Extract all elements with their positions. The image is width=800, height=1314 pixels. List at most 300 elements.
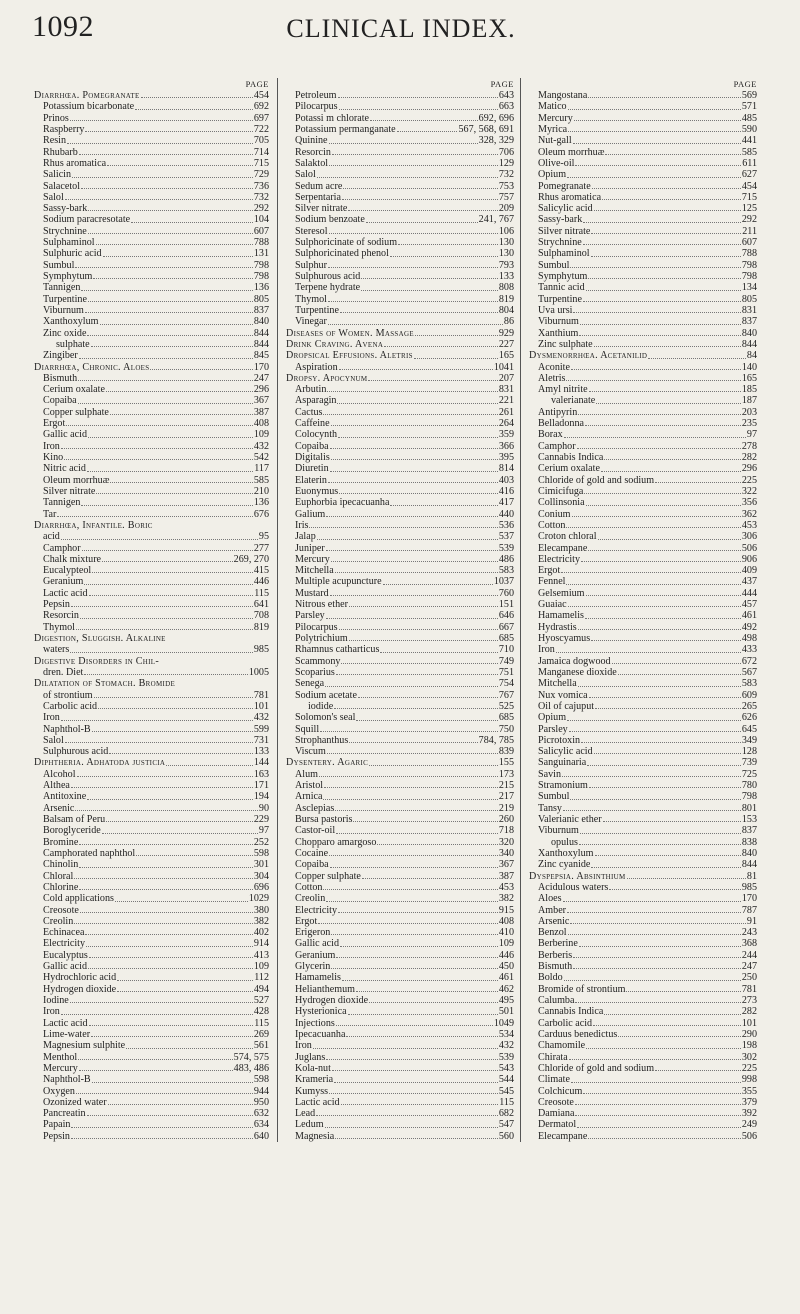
index-entry — [286, 90, 514, 101]
index-entry — [34, 113, 269, 124]
index-entry — [34, 905, 269, 916]
index-entry — [529, 656, 757, 667]
dot-leader — [316, 1115, 498, 1116]
index-term: Iron — [43, 1006, 60, 1018]
index-entry — [529, 463, 757, 474]
index-entry — [34, 1097, 269, 1108]
page-reference: 247 — [741, 961, 757, 973]
page-reference: 91 — [746, 915, 757, 927]
index-term: Arsenic — [538, 915, 570, 927]
page-reference: 685 — [498, 633, 514, 644]
index-entry — [34, 916, 269, 927]
page-reference: 366 — [498, 440, 514, 452]
index-term: Copaiba — [295, 859, 329, 871]
index-entry — [34, 961, 269, 972]
page-reference: 433 — [741, 644, 757, 656]
page-reference: 798 — [253, 271, 269, 282]
dot-leader — [340, 946, 498, 947]
page-reference: 136 — [253, 282, 269, 294]
index-entry — [529, 633, 757, 644]
dot-leader — [324, 787, 498, 788]
index-entry — [34, 395, 269, 406]
dot-leader — [323, 414, 497, 415]
index-term: Aristol — [295, 780, 324, 792]
page-reference: 485 — [741, 112, 757, 124]
dot-leader — [91, 346, 253, 347]
dot-leader — [61, 539, 258, 540]
index-column-3 — [520, 78, 763, 1142]
page-reference: 611 — [742, 157, 757, 169]
index-entry — [286, 565, 514, 576]
index-entry — [34, 373, 269, 384]
index-term: Tar — [43, 508, 57, 520]
index-entry — [286, 158, 514, 169]
index-entry — [529, 769, 757, 780]
page-reference: 413 — [253, 949, 269, 961]
dot-leader — [570, 799, 740, 800]
page-reference: 757 — [498, 191, 514, 203]
page-reference: 144 — [253, 757, 269, 769]
index-entry — [34, 837, 269, 848]
index-entry — [34, 667, 269, 678]
index-term: Opium — [538, 169, 567, 181]
dot-leader — [568, 934, 741, 935]
index-entry — [529, 565, 757, 576]
dot-leader — [85, 131, 252, 132]
dot-leader — [336, 833, 498, 834]
index-term: Chopparo amargoso — [295, 836, 377, 848]
index-entry — [529, 735, 757, 746]
index-entry — [286, 1029, 514, 1040]
index-term: Sassy-bark — [538, 214, 583, 226]
index-entry — [286, 113, 514, 124]
page-reference: 998 — [741, 1074, 757, 1086]
dot-leader — [348, 1014, 498, 1015]
dot-leader — [566, 527, 740, 528]
index-entry — [529, 791, 757, 802]
dot-leader — [585, 425, 741, 426]
dot-leader — [79, 867, 253, 868]
dot-leader — [331, 934, 498, 935]
index-entry — [286, 248, 514, 259]
dot-leader — [79, 358, 253, 359]
page-reference: 494 — [253, 983, 269, 995]
page-reference: 225 — [741, 1062, 757, 1074]
index-term: Amber — [538, 904, 567, 916]
index-entry — [529, 124, 757, 135]
index-entry — [286, 497, 514, 508]
dot-leader — [568, 606, 741, 607]
dot-leader — [627, 878, 746, 879]
page-reference: 599 — [253, 723, 269, 735]
index-entry — [529, 1018, 757, 1029]
dot-leader — [325, 1127, 498, 1128]
index-entry — [34, 701, 269, 712]
index-term: Arnica — [295, 791, 323, 803]
page-reference: 187 — [741, 395, 757, 407]
index-entry — [529, 927, 757, 938]
index-entry — [529, 497, 757, 508]
dot-leader — [383, 584, 493, 585]
page-reference: 410 — [498, 927, 514, 939]
index-term: Parsley — [538, 723, 568, 735]
page-reference: 320 — [498, 836, 514, 848]
dot-leader — [71, 787, 253, 788]
index-term: Picrotoxin — [538, 734, 581, 746]
index-term: Carbolic acid — [538, 1017, 593, 1029]
page-reference: 140 — [741, 361, 757, 373]
dot-leader — [326, 901, 498, 902]
index-term: Cotton — [295, 881, 323, 893]
index-term: Althea — [43, 780, 70, 792]
page-reference: 112 — [254, 972, 269, 984]
index-entry — [34, 192, 269, 203]
page-reference: 627 — [741, 169, 757, 181]
dot-leader — [556, 652, 741, 653]
dot-leader — [81, 290, 252, 291]
page-reference: 798 — [741, 259, 757, 271]
page-reference: 495 — [498, 995, 514, 1006]
index-term: Thymol — [43, 621, 75, 633]
index-entry — [529, 1052, 757, 1063]
index-term: Sulphaminol — [538, 248, 590, 260]
dot-leader — [591, 256, 741, 257]
index-entry — [286, 509, 514, 520]
dot-leader — [358, 697, 498, 698]
index-entry — [529, 158, 757, 169]
page-reference: 408 — [253, 418, 269, 430]
dot-leader — [566, 584, 740, 585]
page-reference: 171 — [253, 780, 269, 792]
page-reference: 498 — [741, 633, 757, 644]
dot-leader — [338, 437, 498, 438]
index-heading: Dropsy. Apocynum — [286, 372, 368, 384]
dot-leader — [567, 912, 741, 913]
index-term: Resorcin — [43, 610, 79, 622]
index-entry — [34, 1131, 269, 1142]
page-reference: 840 — [253, 316, 269, 328]
index-term: Mercury — [538, 112, 573, 124]
page-reference: 247 — [253, 372, 269, 384]
page-reference: 151 — [498, 599, 514, 611]
index-term: Dermatol — [538, 1119, 577, 1131]
page-reference: 415 — [253, 565, 269, 577]
index-entry — [34, 418, 269, 429]
dot-leader — [569, 1059, 741, 1060]
index-term: Sulphuric acid — [43, 248, 102, 260]
index-term: Asparagin — [295, 395, 337, 407]
index-term: Salol — [295, 169, 316, 181]
index-term: Sumbul — [43, 259, 75, 271]
index-entry — [34, 769, 269, 780]
dot-leader — [327, 391, 497, 392]
index-entry — [529, 520, 757, 531]
index-entry — [34, 724, 269, 735]
index-term: Magnesium sulphite — [43, 1040, 126, 1052]
page-reference: 117 — [254, 463, 269, 475]
index-entry — [529, 373, 757, 384]
index-term: Cerium oxalate — [43, 384, 105, 396]
index-term: Pilocarpus — [295, 101, 338, 113]
page-reference: 261 — [498, 406, 514, 418]
page-reference: 754 — [498, 678, 514, 690]
dot-leader — [71, 1127, 252, 1128]
dot-leader — [81, 505, 252, 506]
page-reference: 450 — [498, 961, 514, 973]
index-entry — [286, 463, 514, 474]
page-reference: 461 — [741, 610, 757, 622]
dot-leader — [595, 855, 741, 856]
dot-leader — [79, 1070, 233, 1071]
index-entry — [34, 1119, 269, 1130]
index-entry — [529, 1074, 757, 1085]
page-reference: 697 — [253, 112, 269, 124]
page-reference: 784, 785 — [478, 734, 514, 746]
index-entry — [286, 124, 514, 135]
dot-leader — [575, 1104, 741, 1105]
dot-leader — [574, 120, 741, 121]
index-entry — [286, 610, 514, 621]
index-term: Lactic acid — [43, 587, 88, 599]
page-reference: 1005 — [248, 666, 269, 678]
index-entry — [34, 848, 269, 859]
index-entry — [286, 927, 514, 938]
page-reference: 831 — [741, 304, 757, 316]
page-number: 1092 — [32, 10, 94, 43]
page-reference: 536 — [498, 519, 514, 531]
page-reference: 715 — [741, 191, 757, 203]
page-reference: 340 — [498, 847, 514, 859]
index-term: Geranium — [295, 949, 336, 961]
dot-leader — [75, 267, 252, 268]
index-entry — [529, 226, 757, 237]
index-heading: Dilatation of Stomach. Bromide — [34, 678, 176, 690]
dot-leader — [341, 1104, 499, 1105]
index-entry — [286, 1040, 514, 1051]
index-entry — [286, 1063, 514, 1074]
index-entry — [529, 780, 757, 791]
page-reference: 432 — [253, 712, 269, 724]
page-reference: 356 — [741, 497, 757, 509]
page-reference: 225 — [741, 474, 757, 486]
dot-leader — [601, 471, 741, 472]
index-entry — [34, 169, 269, 180]
index-term: Gallic acid — [43, 961, 87, 973]
page-reference: 173 — [498, 768, 514, 780]
dot-leader — [92, 572, 253, 573]
index-heading: Diseases of Women. Massage — [286, 327, 414, 339]
dot-leader — [568, 109, 741, 110]
index-term: opulus — [551, 836, 578, 848]
page-reference: 221 — [498, 395, 514, 407]
dot-leader — [585, 618, 741, 619]
dot-leader — [563, 810, 741, 811]
index-term: Cotton — [538, 519, 566, 531]
index-entry — [286, 757, 514, 768]
dot-leader — [348, 210, 497, 211]
index-entry — [529, 837, 757, 848]
page-reference: 109 — [253, 429, 269, 441]
index-term: Chalk mixture — [43, 553, 102, 565]
dot-leader — [362, 878, 498, 879]
page-reference: 461 — [498, 972, 514, 984]
index-entry — [286, 644, 514, 655]
index-entry — [286, 305, 514, 316]
index-term: Antipyrin — [538, 406, 578, 418]
index-entry — [34, 622, 269, 633]
page-reference: 667 — [498, 621, 514, 633]
index-term: Silver nitrate — [295, 203, 348, 215]
dot-leader — [578, 629, 741, 630]
index-entry — [529, 588, 757, 599]
index-term: Berberis — [538, 949, 573, 961]
index-entry — [34, 316, 269, 327]
dot-leader — [573, 968, 741, 969]
dot-leader — [331, 561, 498, 562]
page-reference: 506 — [741, 1130, 757, 1142]
index-term: Thymol — [295, 293, 327, 305]
index-term: Kino — [43, 452, 64, 463]
index-term: Boldo — [538, 972, 563, 984]
page-reference: 392 — [741, 1108, 757, 1120]
index-term: Naphthol-B — [43, 723, 91, 735]
index-term: Electricity — [295, 904, 338, 916]
dot-leader — [331, 968, 498, 969]
index-entry — [34, 384, 269, 395]
page-reference: 134 — [741, 282, 757, 294]
page-reference: 781 — [741, 983, 757, 995]
index-term: Matico — [538, 101, 567, 113]
dot-leader — [583, 244, 741, 245]
index-term: Kumyss — [295, 1085, 329, 1097]
dot-leader — [330, 867, 498, 868]
index-term: Lead — [295, 1108, 316, 1120]
page-reference: 585 — [253, 474, 269, 486]
dot-leader — [328, 301, 498, 302]
index-term: Sodium benzoate — [295, 214, 365, 226]
index-term: Arbutin — [295, 384, 327, 396]
page-reference: 241, 767 — [478, 214, 514, 226]
index-entry — [34, 588, 269, 599]
dot-leader — [612, 663, 741, 664]
page-reference: 914 — [253, 938, 269, 950]
dot-leader — [594, 753, 741, 754]
index-entry — [529, 644, 757, 655]
index-entry — [34, 158, 269, 169]
index-entry — [34, 882, 269, 893]
index-entry — [34, 633, 269, 644]
index-entry — [34, 441, 269, 452]
index-entry — [529, 1108, 757, 1119]
page-reference: 483, 486 — [233, 1062, 269, 1074]
index-term: Nux vomica — [538, 689, 588, 701]
index-entry — [529, 101, 757, 112]
index-term: Chinolin — [43, 859, 79, 871]
index-entry — [529, 667, 757, 678]
index-term: Mitchella — [295, 565, 334, 577]
index-entry — [34, 1063, 269, 1074]
page-reference: 97 — [746, 429, 757, 441]
index-term: Silver nitrate — [43, 485, 96, 497]
page-reference: 432 — [253, 440, 269, 452]
page-reference: 95 — [258, 531, 269, 543]
dot-leader — [567, 720, 741, 721]
index-entry — [34, 90, 269, 101]
dot-leader — [377, 844, 497, 845]
dot-leader — [98, 708, 253, 709]
dot-leader — [349, 606, 498, 607]
index-term: Parsley — [295, 610, 325, 622]
dot-leader — [580, 324, 741, 325]
dot-leader — [336, 957, 497, 958]
dot-leader — [336, 674, 498, 675]
page-reference: 708 — [253, 610, 269, 622]
index-term: Aloes — [538, 893, 562, 905]
index-term: Oil of cajuput — [538, 700, 595, 712]
dot-leader — [110, 482, 252, 483]
index-entry — [34, 1029, 269, 1040]
dot-leader — [598, 539, 741, 540]
index-entry — [34, 328, 269, 339]
dot-leader — [609, 889, 740, 890]
page-reference: 685 — [498, 712, 514, 724]
index-entry — [286, 712, 514, 723]
dot-leader — [587, 765, 741, 766]
page-reference: 985 — [253, 644, 269, 656]
page-reference: 273 — [741, 995, 757, 1006]
dot-leader — [573, 312, 740, 313]
index-entry — [529, 543, 757, 554]
index-term: Ergot — [295, 915, 318, 927]
dot-leader — [586, 595, 741, 596]
page-reference: 781 — [253, 689, 269, 701]
index-term: Turpentine — [43, 293, 87, 305]
page-reference: 715 — [253, 157, 269, 169]
dot-leader — [384, 346, 498, 347]
dot-leader — [331, 425, 498, 426]
index-term: Squill — [295, 723, 320, 735]
dot-leader — [74, 878, 253, 879]
index-entry — [286, 938, 514, 949]
dot-leader — [340, 312, 498, 313]
index-term: Sulphoricinate of sodium — [295, 237, 398, 249]
index-heading: Diphtheria. Adhatoda justicia — [34, 757, 166, 769]
index-term: Myrica — [538, 123, 568, 135]
page-reference: 282 — [741, 1006, 757, 1018]
index-entry — [529, 486, 757, 497]
index-entry — [286, 633, 514, 644]
dot-leader — [581, 742, 741, 743]
index-entry — [529, 113, 757, 124]
dot-leader — [106, 391, 253, 392]
index-entry — [286, 950, 514, 961]
index-entry — [286, 384, 514, 395]
dot-leader — [126, 1048, 253, 1049]
index-entry — [286, 576, 514, 587]
page-reference: 539 — [498, 542, 514, 554]
page-reference: 676 — [253, 508, 269, 520]
page-reference: 328, 329 — [478, 135, 514, 147]
index-entry — [34, 565, 269, 576]
page-reference: 798 — [741, 791, 757, 803]
index-term: Aconite — [538, 361, 570, 373]
index-entry — [34, 203, 269, 214]
index-term: dren. Diet — [43, 666, 84, 678]
dot-leader — [618, 674, 741, 675]
dot-leader — [85, 934, 252, 935]
index-entry — [286, 429, 514, 440]
dot-leader — [330, 448, 498, 449]
